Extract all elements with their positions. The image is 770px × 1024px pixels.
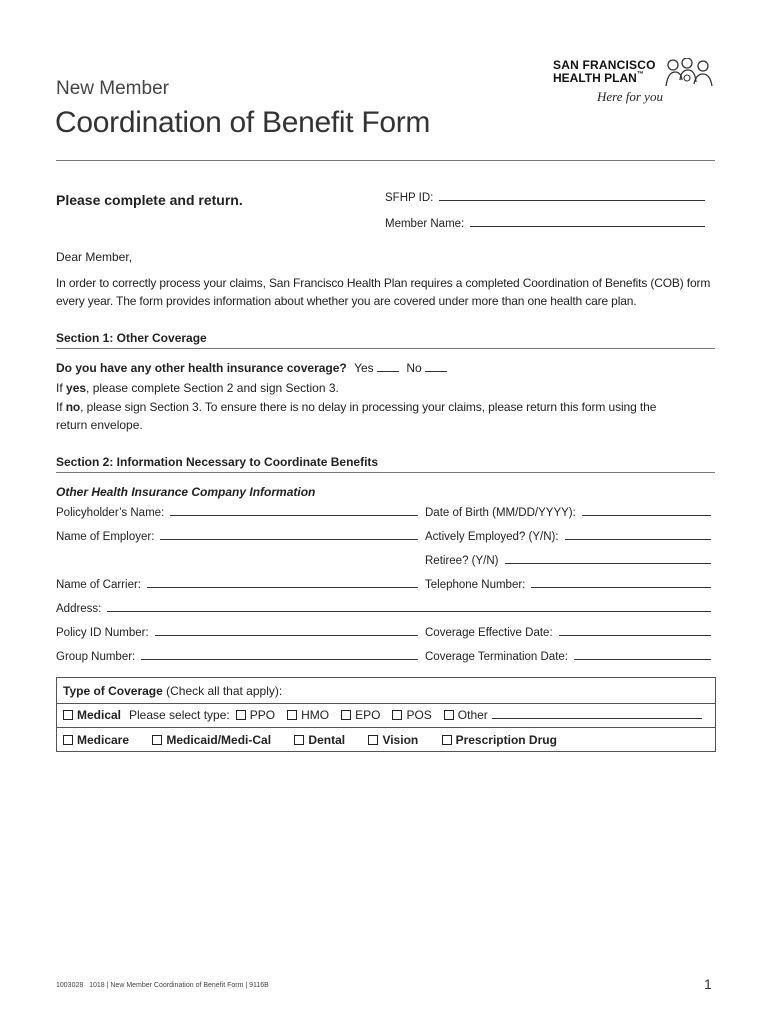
no-blank[interactable] <box>425 362 447 372</box>
if-no-text: If no, please sign Section 3. To ensure there is no delay in processing your claims, please return this form using the <box>56 400 657 414</box>
yes-label: Yes <box>354 361 374 375</box>
member-name-label: Member Name: <box>385 218 465 230</box>
employer-label: Name of Employer: <box>56 531 155 543</box>
sfhp-id-field[interactable] <box>385 192 705 204</box>
coverage-plans-row <box>63 733 557 747</box>
medicaid-checkbox[interactable]: Medicaid/Medi-Cal <box>152 733 271 747</box>
policyholder-name-field[interactable] <box>56 507 418 519</box>
telephone-field[interactable] <box>425 579 711 591</box>
pos-checkbox[interactable]: POS <box>392 708 431 722</box>
hmo-checkbox[interactable]: HMO <box>287 708 329 722</box>
member-name-field[interactable] <box>385 218 705 230</box>
coverage-row-divider-2 <box>56 727 716 728</box>
group-number-label: Group Number: <box>56 651 136 663</box>
form-title: Coordination of Benefit Form <box>55 106 431 139</box>
footer-code: 1003028 1018 | New Member Coordination of Benefit Form | 9116B <box>56 982 269 989</box>
instruction-text: Please complete and return. <box>56 192 243 208</box>
dob-label: Date of Birth (MM/DD/YYYY): <box>425 507 576 519</box>
page-number: 1 <box>704 976 712 992</box>
coverage-row-divider-1 <box>56 703 716 704</box>
telephone-label: Telephone Number: <box>425 579 526 591</box>
medical-checkbox[interactable]: Medical <box>63 708 121 722</box>
family-figures-icon <box>663 58 715 88</box>
policy-id-field[interactable] <box>56 627 418 639</box>
other-coverage-question <box>56 361 447 375</box>
actively-employed-label: Actively Employed? (Y/N): <box>425 531 559 543</box>
section1-divider <box>56 348 715 349</box>
medicare-checkbox[interactable]: Medicare <box>63 733 129 747</box>
if-yes-text: If yes, please complete Section 2 and sign Section 3. <box>56 381 339 395</box>
actively-employed-field[interactable] <box>425 531 711 543</box>
if-no-text-2: return envelope. <box>56 418 143 432</box>
coverage-termination-label: Coverage Termination Date: <box>425 651 568 663</box>
carrier-field[interactable] <box>56 579 418 591</box>
section2-divider <box>56 472 715 473</box>
retiree-field[interactable] <box>425 555 711 567</box>
address-field[interactable] <box>56 603 711 615</box>
vision-checkbox[interactable]: Vision <box>368 733 418 747</box>
retiree-label: Retiree? (Y/N) <box>425 555 499 567</box>
employer-field[interactable] <box>56 531 418 543</box>
epo-checkbox[interactable]: EPO <box>341 708 380 722</box>
coverage-termination-field[interactable] <box>425 651 711 663</box>
form-subtitle: New Member <box>56 78 169 99</box>
policyholder-label: Policyholder’s Name: <box>56 507 165 519</box>
question-text: Do you have any other health insurance coverage? <box>56 361 347 375</box>
select-type-label: Please select type: <box>129 708 230 722</box>
dob-field[interactable] <box>425 507 711 519</box>
coverage-effective-field[interactable] <box>425 627 711 639</box>
policy-id-label: Policy ID Number: <box>56 627 149 639</box>
section1-heading: Section 1: Other Coverage <box>56 331 207 345</box>
logo-line2: HEALTH PLAN <box>553 71 637 85</box>
coverage-effective-label: Coverage Effective Date: <box>425 627 553 639</box>
coverage-type-heading: Type of Coverage (Check all that apply): <box>63 684 283 698</box>
address-label: Address: <box>56 603 102 615</box>
section2-subheading: Other Health Insurance Company Information <box>56 485 316 499</box>
section2-heading: Section 2: Information Necessary to Coordinate Benefits <box>56 455 379 469</box>
header-divider <box>56 160 715 161</box>
sfhp-logo <box>553 58 718 106</box>
intro-body-line1: In order to correctly process your claims, San Francisco Health Plan requires a completed Coordination of Benefits (COB) form <box>56 276 711 290</box>
other-checkbox[interactable]: Other <box>444 708 488 722</box>
other-blank[interactable] <box>492 718 702 719</box>
intro-body-line2: every year. The form provides information about whether you are covered under more than one health care plan. <box>56 294 637 308</box>
sfhp-id-label: SFHP ID: <box>385 192 434 204</box>
no-label: No <box>406 361 422 375</box>
logo-line1: SAN FRANCISCO <box>553 58 656 72</box>
dental-checkbox[interactable]: Dental <box>294 733 345 747</box>
greeting: Dear Member, <box>56 250 133 264</box>
prescription-drug-checkbox[interactable]: Prescription Drug <box>442 733 557 747</box>
group-number-field[interactable] <box>56 651 418 663</box>
logo-tagline: Here for you <box>597 89 663 104</box>
yes-blank[interactable] <box>377 362 399 372</box>
medical-row <box>63 708 708 722</box>
ppo-checkbox[interactable]: PPO <box>236 708 275 722</box>
logo-tm: ™ <box>636 71 644 78</box>
carrier-label: Name of Carrier: <box>56 579 141 591</box>
